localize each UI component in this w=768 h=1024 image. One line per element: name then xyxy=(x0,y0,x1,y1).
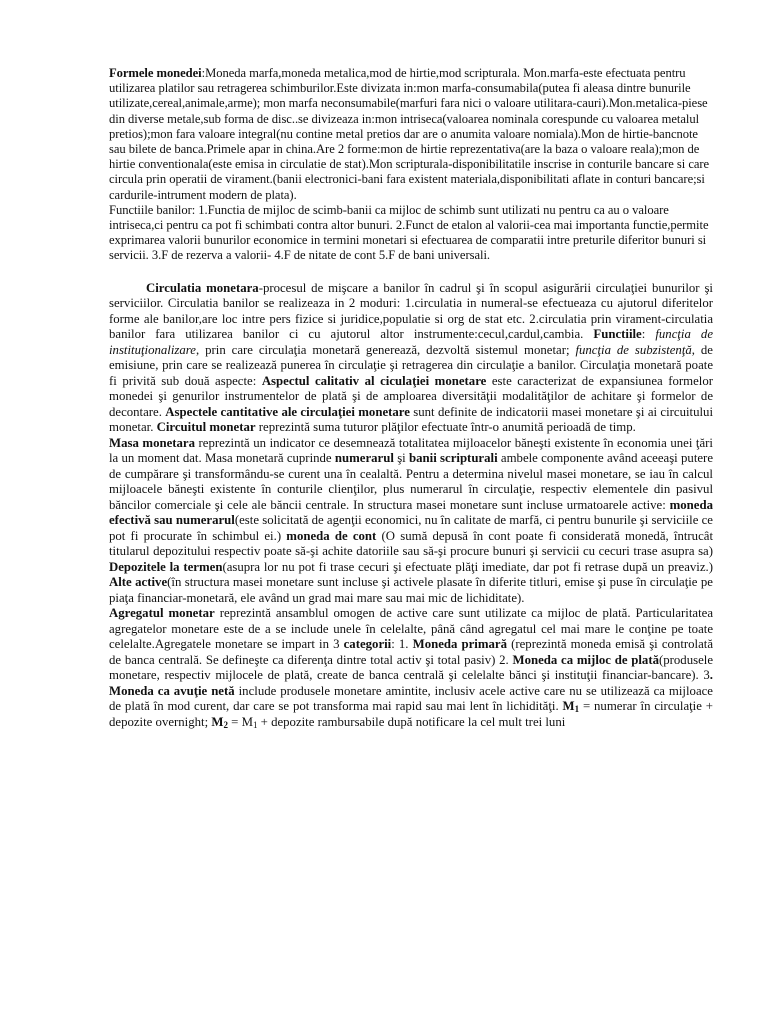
term-functia-institutionalizare: funcţia de instituţionalizare xyxy=(109,327,714,357)
text-segment: , de emisiune, prin care se realizează punerea în circulaţie şi retragerea din circulaţie a banilor. Circulaţia monetară poate fi privită sub două aspecte: xyxy=(109,342,713,388)
text-segment: sunt definite de indicatorii masei monetare şi ai circuitului monetar. xyxy=(109,404,713,435)
term-moneda-efectiva: moneda efectivă sau numerarul xyxy=(109,497,713,528)
text-segment: şi xyxy=(393,451,410,466)
term-moneda-de-cont: moneda de cont xyxy=(286,528,377,543)
text-segment: reprezintă suma tuturor plăţilor efectuate într-o anumită perioadă de timp. xyxy=(255,420,636,435)
text-segment: include produsele monetare amintite, inclusiv acele active care nu se utilizează ca mijloace de plată în mod curent, dar care se pot transforma mai rapid sau mai lent în lichidităţi. xyxy=(109,683,713,714)
term-depozitele-la-termen: Depozitele la termen xyxy=(109,559,223,574)
text-segment: (este solicitată de agenţii economici, nu în calitate de marfă, ci pentru bunurile şi serviciile ce pot fi procurate în schimbul ei.) xyxy=(109,513,713,543)
text-segment: (reprezintă moneda emisă şi controlată de banca centrală. Se defineşte ca diferenţa dintre total activ şi total pasiv) 2. xyxy=(109,637,714,667)
symbol-subscript: 1 xyxy=(574,704,580,715)
term-circulatia-monetara: Circulatia monetara xyxy=(146,280,259,295)
paragraph-spacer xyxy=(109,264,713,281)
text-segment: reprezintă ansamblul omogen de active care sunt utilizate ca mijloc de plată. Particularitatea agregatelor monetare este de a se include unele în celelalte, până când agregatul cel mai mare le conţine pe toate celelalte.Agregatele monetare se impart in 3 xyxy=(109,606,713,652)
text-segment: + depozite rambursabile după notificare la cel mult trei luni xyxy=(257,714,566,729)
paragraph-functiile-banilor xyxy=(109,203,713,264)
text-segment: ambele componente având aceeaşi putere de cumpărare şi transformându-se curent una în cealaltă. Pentru a determina nivelul masei monetare, se iau în calcul mijloacele băneşti existente în conturile clienţilor, plus numerarul în circulaţie, respectiv elementele din pasivul băncilor comerciale şi cele ale băncii centrale. In structura masei monetare sunt incluse urmatoarele active: xyxy=(109,451,713,512)
heading-formele-monedei: Formele monedei xyxy=(109,66,202,80)
term-functia-subzistenta: funcţia de subzistenţă xyxy=(575,342,692,357)
symbol-subscript: 2 xyxy=(223,719,228,730)
term-moneda-avutie-neta: . Moneda ca avuţie netă xyxy=(109,668,713,698)
text-segment: este caracterizat de expansiunea formelor monedei şi genurilor instrumentelor de plată şi de amploarea diversităţii modalităţilor de achitare şi formelor de decontare. xyxy=(109,373,713,419)
term-moneda-mijloc-plata: Moneda ca mijloc de plată xyxy=(512,652,659,667)
text-segment: (în structura masei monetare sunt incluse şi activele plasate în diferite titluri, emise şi puse în circulaţie pe piaţa financiar-monetară, ele având un grad mai mare sau mai mic de lichiditate). xyxy=(109,575,713,605)
term-circuitul-monetar: Circuitul monetar xyxy=(156,420,256,435)
text-segment: : 1. xyxy=(391,637,413,652)
symbol-m1 xyxy=(563,699,580,713)
paragraph-masa-monetara xyxy=(109,436,713,607)
text-segment: (produsele monetare, respectiv mijlocele de plată, create de banca centrală şi celelalte bănci şi instituţii financiar-bancare). 3 xyxy=(109,652,713,683)
term-alte-active: Alte active xyxy=(109,575,168,590)
text-segment: = M xyxy=(227,714,253,729)
term-banii-scripturali: banii scripturali xyxy=(409,451,498,466)
document-page xyxy=(109,66,713,730)
term-moneda-primara: Moneda primară xyxy=(412,637,507,652)
text-formele-monedei: :Moneda marfa,moneda metalica,mod de hirtie,mod scripturala. Mon.marfa-este efectuata pentru utilizarea platilor sau retragerea schimburilor.Este divizata in:mon marfa-consumabila(putea fi aleasa dintre bunurile utilizate,cereal,animale,arme); mon marfa neconsumabile(marfuri fara nici o valoare utilitara-cauri).Mon.metalica-piese din diverse metale,sub forma de disc..se divizeaza in:mon intriseca(valoarea nominala corespunde cu valoarea metalul pretios);mon fara valoare integral(nu contine metal pretios dar are o anumita valoare nomiala).Mon de hirtie-bancnote sau bilete de banca.Primele apar in china.Are 2 forme:mon de hirtie reprezentativa(are la baza o valoare reala);mon de hirtie conventionala(este emisa in circulatie de stat).Mon scripturala-disponibilitatile inscrise in conturile bancare si care circula prin operatii de virament.(banii electronici-bani fara existent materiala,disponibilitati aflate in conturi bancare;si cardurile-intrument modern de plata). xyxy=(109,66,710,202)
term-aspectele-cantitative: Aspectele cantitative ale circulaţiei monetare xyxy=(165,404,410,419)
paragraph-formele-monedei xyxy=(109,66,713,203)
text-functiile-banilor: Functiile banilor: 1.Functia de mijloc de scimb-banii ca mijloc de schimb sunt utilizati nu pentru ca au o valoare intriseca,ci pentru ca pot fi schimbati contra altor bunuri. 2.Funct de etalon al valorii-cea mai importanta functie,permite exprimarea valorii bunurilor economice in termini monetari si efectuarea de comparatii intre preturile diferitor bunuri si servicii. 3.F de rezerva a valorii- 4.F de nitate de cont 5.F de bani universali. xyxy=(109,202,709,263)
paragraph-circulatia-monetara xyxy=(109,281,713,436)
term-numerarul: numerarul xyxy=(334,451,394,466)
term-masa-monetara: Masa monetara xyxy=(109,435,195,450)
text-segment: , prin care circulaţia monetară generează, dezvoltă sistemul monetar; xyxy=(195,342,576,357)
text-segment: = numerar în circulaţie + depozite overnight; xyxy=(109,699,713,729)
paragraph-agregatul-monetar xyxy=(109,606,713,730)
text-segment: (asupra lor nu pot fi trase cecuri şi efectuate plăţi imediate, dar pot fi retrase după un preaviz.) xyxy=(222,559,713,574)
text-segment: -procesul de mişcare a banilor în cadrul şi în scopul asigurării circulaţiei bunurilor şi serviciilor. Circulatia banilor se realizeaza in 2 moduri: 1.circulatia in numeral-se efectueaza cu ajutorul diferitelor forme ale banilor,are loc intre pers fizice si juridice,populatie si org de stat etc. 2.circulatia prin virament-circulatia banilor fara utilizarea banilor ci cu ajutorul altor instrumente:cecul,cardul,cambia. xyxy=(109,280,713,342)
symbol-letter: M xyxy=(562,699,575,714)
symbol-subscript: 1 xyxy=(252,719,258,730)
term-agregatul-monetar: Agregatul monetar xyxy=(109,606,215,621)
term-functiile: Functiile xyxy=(593,327,642,342)
symbol-letter: M xyxy=(211,714,224,729)
text-segment: : xyxy=(641,327,656,342)
term-aspectul-calitativ: Aspectul calitativ al ciculaţiei monetare xyxy=(261,373,487,388)
symbol-m2 xyxy=(211,715,228,729)
term-categorii: categorii xyxy=(343,637,392,652)
text-segment: reprezintă un indicator ce desemnează totalitatea mijloacelor băneşti existente în economia unei ţări la un moment dat. Masa monetară cuprinde xyxy=(109,435,713,466)
text-segment: (O sumă depusă în cont poate fi considerată monedă, întrucât titularul depozitului respectiv poate să-şi achite datoriile sau să-şi procure bunuri şi servicii cu cecuri trase asupra sa) xyxy=(109,528,713,559)
